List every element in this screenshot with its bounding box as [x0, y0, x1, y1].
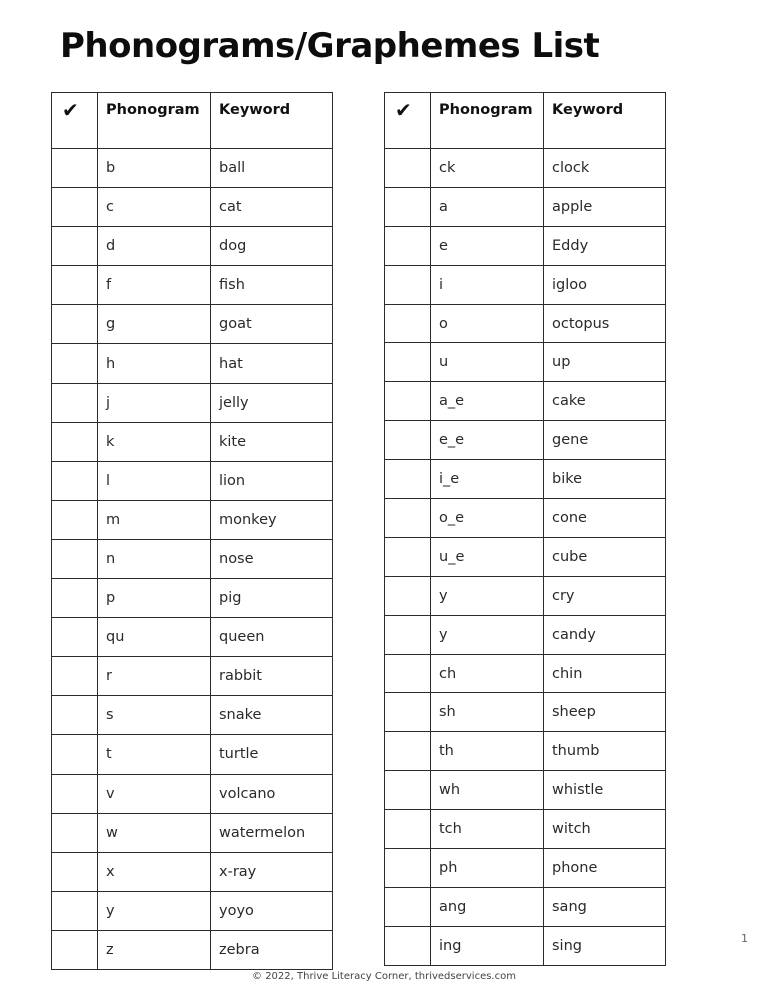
check-cell[interactable] — [52, 891, 98, 930]
table-row — [385, 654, 666, 693]
table-row — [52, 188, 333, 227]
table-header-row — [52, 93, 333, 149]
table-row — [52, 149, 333, 188]
check-cell[interactable] — [52, 618, 98, 657]
table-header-row — [385, 93, 666, 149]
check-cell[interactable] — [52, 930, 98, 969]
check-cell[interactable] — [52, 227, 98, 266]
table-row — [52, 579, 333, 618]
table-row — [385, 576, 666, 615]
table-row — [52, 891, 333, 930]
keyword-cell: sing — [544, 926, 666, 965]
table-row — [385, 615, 666, 654]
check-cell[interactable] — [52, 461, 98, 500]
table-row — [52, 305, 333, 344]
keyword-cell: kite — [211, 422, 333, 461]
check-cell[interactable] — [385, 537, 431, 576]
keyword-cell: phone — [544, 849, 666, 888]
table-row — [52, 383, 333, 422]
keyword-cell: turtle — [211, 735, 333, 774]
keyword-cell: queen — [211, 618, 333, 657]
check-cell[interactable] — [52, 266, 98, 305]
phonogram-cell: a — [431, 187, 544, 226]
phonogram-cell: y — [431, 615, 544, 654]
keyword-cell: bike — [544, 460, 666, 499]
table-row — [385, 732, 666, 771]
phonogram-cell: t — [98, 735, 211, 774]
phonogram-cell: n — [98, 539, 211, 578]
keyword-cell: watermelon — [211, 813, 333, 852]
keyword-cell: cake — [544, 382, 666, 421]
phonogram-cell: wh — [431, 771, 544, 810]
check-cell[interactable] — [385, 304, 431, 343]
table-row — [385, 187, 666, 226]
check-cell[interactable] — [52, 735, 98, 774]
copyright-footer: © 2022, Thrive Literacy Corner, thrivedservices.com — [252, 971, 516, 982]
phonogram-cell: h — [98, 344, 211, 383]
phonogram-cell: tch — [431, 810, 544, 849]
table-row — [385, 887, 666, 926]
keyword-cell: x-ray — [211, 852, 333, 891]
check-cell[interactable] — [52, 852, 98, 891]
table-row — [385, 343, 666, 382]
keyword-cell: cry — [544, 576, 666, 615]
check-cell[interactable] — [52, 539, 98, 578]
check-cell[interactable] — [52, 696, 98, 735]
table-row — [52, 852, 333, 891]
phonogram-cell: i — [431, 265, 544, 304]
phonogram-cell: f — [98, 266, 211, 305]
check-cell[interactable] — [385, 693, 431, 732]
check-cell[interactable] — [385, 382, 431, 421]
table-row — [385, 771, 666, 810]
phonogram-cell: l — [98, 461, 211, 500]
table-row — [52, 266, 333, 305]
keyword-cell: cube — [544, 537, 666, 576]
phonogram-cell: j — [98, 383, 211, 422]
table-row — [52, 500, 333, 539]
table-row — [52, 618, 333, 657]
keyword-cell: up — [544, 343, 666, 382]
keyword-cell: rabbit — [211, 657, 333, 696]
keyword-cell: clock — [544, 149, 666, 188]
table-row — [52, 813, 333, 852]
phonogram-cell: m — [98, 500, 211, 539]
phonogram-cell: k — [98, 422, 211, 461]
phonogram-cell: y — [98, 891, 211, 930]
keyword-cell: witch — [544, 810, 666, 849]
check-cell[interactable] — [52, 813, 98, 852]
check-cell[interactable] — [52, 305, 98, 344]
keyword-cell: ball — [211, 149, 333, 188]
phonogram-cell: a_e — [431, 382, 544, 421]
keyword-cell: cone — [544, 499, 666, 538]
phonogram-cell: d — [98, 227, 211, 266]
table-row — [385, 226, 666, 265]
phonogram-cell: b — [98, 149, 211, 188]
table-row — [52, 930, 333, 969]
keyword-cell: zebra — [211, 930, 333, 969]
check-cell[interactable] — [52, 774, 98, 813]
keyword-cell: candy — [544, 615, 666, 654]
check-cell[interactable] — [385, 499, 431, 538]
phonogram-table-right — [384, 92, 666, 966]
phonogram-cell: o — [431, 304, 544, 343]
check-cell[interactable] — [385, 187, 431, 226]
table-row — [52, 422, 333, 461]
check-cell[interactable] — [385, 149, 431, 188]
check-cell[interactable] — [385, 421, 431, 460]
table-row — [385, 265, 666, 304]
keyword-cell: whistle — [544, 771, 666, 810]
keyword-cell: yoyo — [211, 891, 333, 930]
phonogram-cell: o_e — [431, 499, 544, 538]
phonogram-cell: y — [431, 576, 544, 615]
phonogram-cell: sh — [431, 693, 544, 732]
table-row — [52, 774, 333, 813]
table-row — [385, 304, 666, 343]
phonogram-cell: i_e — [431, 460, 544, 499]
check-cell[interactable] — [385, 615, 431, 654]
check-cell[interactable] — [385, 810, 431, 849]
check-cell[interactable] — [52, 657, 98, 696]
check-cell[interactable] — [385, 576, 431, 615]
table-row — [385, 693, 666, 732]
table-row — [52, 657, 333, 696]
phonogram-cell: th — [431, 732, 544, 771]
keyword-cell: nose — [211, 539, 333, 578]
table-row — [385, 499, 666, 538]
table-row — [385, 460, 666, 499]
phonogram-cell: s — [98, 696, 211, 735]
check-cell[interactable] — [52, 344, 98, 383]
table-body — [385, 149, 666, 966]
phonogram-cell: ch — [431, 654, 544, 693]
page-number: 1 — [741, 932, 748, 945]
check-cell[interactable] — [52, 149, 98, 188]
keyword-cell: volcano — [211, 774, 333, 813]
keyword-cell: goat — [211, 305, 333, 344]
table-row — [385, 926, 666, 965]
phonogram-cell: v — [98, 774, 211, 813]
check-cell[interactable] — [385, 849, 431, 888]
phonogram-cell: w — [98, 813, 211, 852]
table-row — [385, 537, 666, 576]
column-header-phonogram: Phonogram — [431, 93, 544, 149]
keyword-cell: lion — [211, 461, 333, 500]
phonogram-cell: p — [98, 579, 211, 618]
check-cell[interactable] — [52, 422, 98, 461]
check-cell[interactable] — [385, 654, 431, 693]
keyword-cell: pig — [211, 579, 333, 618]
check-cell[interactable] — [385, 343, 431, 382]
keyword-cell: sheep — [544, 693, 666, 732]
phonogram-cell: e — [431, 226, 544, 265]
keyword-cell: sang — [544, 887, 666, 926]
keyword-cell: cat — [211, 188, 333, 227]
keyword-cell: chin — [544, 654, 666, 693]
keyword-cell: snake — [211, 696, 333, 735]
phonogram-cell: r — [98, 657, 211, 696]
keyword-cell: jelly — [211, 383, 333, 422]
keyword-cell: octopus — [544, 304, 666, 343]
keyword-cell: hat — [211, 344, 333, 383]
phonogram-cell: x — [98, 852, 211, 891]
keyword-cell: igloo — [544, 265, 666, 304]
checkmark-icon: ✔ — [52, 93, 98, 149]
table-row — [385, 421, 666, 460]
phonogram-cell: ang — [431, 887, 544, 926]
keyword-cell: thumb — [544, 732, 666, 771]
phonogram-table-left — [51, 92, 333, 970]
column-header-keyword: Keyword — [211, 93, 333, 149]
phonogram-cell: ck — [431, 149, 544, 188]
check-cell[interactable] — [385, 460, 431, 499]
check-cell[interactable] — [385, 926, 431, 965]
check-cell[interactable] — [385, 226, 431, 265]
check-cell[interactable] — [385, 771, 431, 810]
table-body — [52, 149, 333, 970]
table-row — [52, 539, 333, 578]
phonogram-cell: ing — [431, 926, 544, 965]
keyword-cell: monkey — [211, 500, 333, 539]
keyword-cell: dog — [211, 227, 333, 266]
page-title: Phonograms/Graphemes List — [60, 26, 600, 66]
check-cell[interactable] — [52, 188, 98, 227]
check-cell[interactable] — [52, 500, 98, 539]
table-row — [52, 735, 333, 774]
phonogram-cell: g — [98, 305, 211, 344]
table-row — [52, 344, 333, 383]
keyword-cell: gene — [544, 421, 666, 460]
table-row — [52, 227, 333, 266]
column-header-phonogram: Phonogram — [98, 93, 211, 149]
phonogram-cell: u_e — [431, 537, 544, 576]
phonogram-cell: ph — [431, 849, 544, 888]
phonogram-cell: e_e — [431, 421, 544, 460]
check-cell[interactable] — [385, 732, 431, 771]
phonogram-cell: z — [98, 930, 211, 969]
table-row — [52, 696, 333, 735]
check-cell[interactable] — [52, 383, 98, 422]
table-row — [52, 461, 333, 500]
checkmark-icon: ✔ — [385, 93, 431, 149]
keyword-cell: fish — [211, 266, 333, 305]
phonogram-cell: qu — [98, 618, 211, 657]
check-cell[interactable] — [385, 265, 431, 304]
phonogram-cell: u — [431, 343, 544, 382]
check-cell[interactable] — [385, 887, 431, 926]
check-cell[interactable] — [52, 579, 98, 618]
table-row — [385, 810, 666, 849]
column-header-keyword: Keyword — [544, 93, 666, 149]
table-row — [385, 149, 666, 188]
keyword-cell: apple — [544, 187, 666, 226]
table-row — [385, 382, 666, 421]
table-row — [385, 849, 666, 888]
phonogram-cell: c — [98, 188, 211, 227]
keyword-cell: Eddy — [544, 226, 666, 265]
